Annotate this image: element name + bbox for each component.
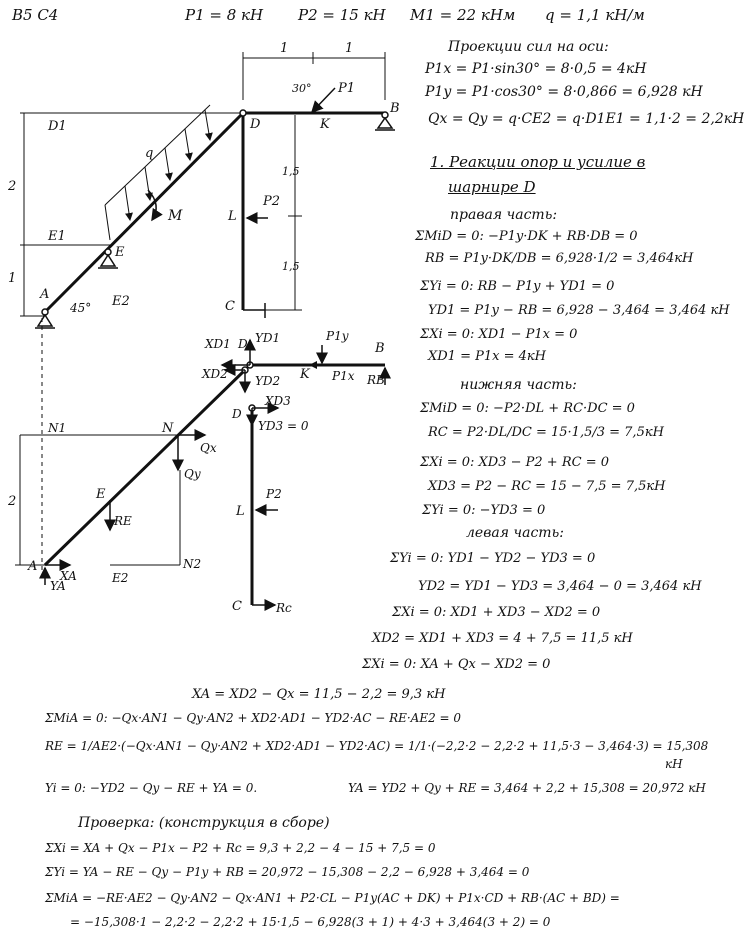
- eq-moment-a: ΣMiA = 0: −Qx·AN1 − Qy·AN2 + XD2·AD1 − YD2·AC − RE·AE2 = 0: [45, 711, 462, 725]
- fbd-dim-2-label: 2: [8, 494, 17, 509]
- eq-sum-y-right: ΣYi = 0: RB − P1y + YD1 = 0: [420, 279, 615, 294]
- variant-label: B5 C4: [12, 6, 59, 24]
- right-part-heading: правая часть:: [450, 207, 558, 223]
- dim-1-lower-left: 1: [8, 271, 17, 286]
- point-d1-label: D1: [48, 119, 67, 134]
- eq-xd2: XD2 = XD1 + XD3 = 4 + 7,5 = 11,5 кН: [372, 631, 633, 646]
- given-p2: P2 = 15 кН: [298, 6, 386, 24]
- fbd-n1-label: N1: [48, 421, 67, 435]
- fbd-n2-label: N2: [183, 557, 202, 571]
- fbd-xd3-label: XD3: [265, 394, 291, 408]
- eq-xd3: XD3 = P2 − RC = 15 − 7,5 = 7,5кН: [428, 479, 666, 494]
- fbd-e2-label: E2: [112, 571, 129, 585]
- load-q-label: q: [145, 146, 154, 161]
- fbd-a-label: A: [28, 559, 38, 574]
- fbd-p1y-label: P1y: [326, 329, 349, 343]
- point-k-label: K: [320, 117, 330, 132]
- fbd-b-label: B: [375, 341, 385, 356]
- eq-rb: RB = P1y·DK/DB = 6,928·1/2 = 3,464кН: [425, 251, 694, 266]
- fbd-rc-label: Rc: [276, 601, 292, 615]
- eq-re-unit: кН: [665, 757, 683, 771]
- fbd-d-lower-label: D: [232, 407, 242, 421]
- point-b-label: B: [390, 101, 400, 116]
- fbd-p1x-label: P1x: [332, 369, 355, 383]
- dim-1-right: 1: [345, 41, 354, 56]
- fbd-bar-ad: [45, 370, 245, 565]
- projection-qxqy: Qx = Qy = q·CE2 = q·D1E1 = 1,1·2 = 2,2кН: [428, 111, 744, 127]
- eq-sum-x-right: ΣXi = 0: XD1 − P1x = 0: [420, 327, 578, 342]
- angle-45-label: 45°: [70, 301, 92, 315]
- check-moment-a: ΣMiA = −RE·AE2 − Qy·AN2 − Qx·AN1 + P2·CL − P1y(AC + DK) + P1x·CD + RB·(AC + BD) =: [45, 891, 620, 905]
- dim-2-label: 2: [8, 179, 17, 194]
- left-part-heading: левая часть:: [466, 525, 564, 541]
- given-q: q = 1,1 кН/м: [545, 6, 645, 24]
- check-title: Проверка: (конструкция в сборе): [78, 815, 330, 831]
- eq-ya: YA = YD2 + Qy + RE = 3,464 + 2,2 + 15,308 = 20,972 кН: [348, 781, 706, 795]
- point-e1-label: E1: [48, 229, 66, 244]
- check-moment-a-values: = −15,308·1 − 2,2·2 − 2,2·2 + 15·1,5 − 6,928(3 + 1) + 4·3 + 3,464(3 + 2) = 0: [70, 915, 551, 929]
- check-sum-x: ΣXi = XA + Qx − P1x − P2 + Rc = 9,3 + 2,2 − 4 − 15 + 7,5 = 0: [45, 841, 436, 855]
- eq-re: RE = 1/AE2·(−Qx·AN1 − Qy·AN2 + XD2·AD1 − YD2·AC) = 1/1·(−2,2·2 − 2,2·2 + 11,5·3 − 3,464·3) = 15,308: [45, 739, 709, 753]
- eq-yd2: YD2 = YD1 − YD3 = 3,464 − 0 = 3,464 кН: [418, 579, 702, 594]
- fbd-yd1-label: YD1: [255, 331, 281, 345]
- fbd-xa-label: XA: [60, 569, 77, 583]
- fbd-rb-label: RB: [367, 373, 385, 387]
- force-p2-label: P2: [263, 194, 281, 209]
- dim-15-upper: 1,5: [282, 165, 300, 178]
- fbd-ya-label: YA: [50, 579, 66, 593]
- force-p1-label: P1: [338, 81, 356, 96]
- point-d-label: D: [250, 117, 261, 132]
- eq-sum-x-left: ΣXi = 0: XD1 + XD3 − XD2 = 0: [392, 605, 601, 620]
- fbd-xd2-label: XD2: [202, 367, 228, 381]
- fbd-qx-label: Qx: [200, 441, 217, 455]
- point-a-label: A: [40, 287, 50, 302]
- fbd-p2-label: P2: [266, 487, 282, 501]
- given-p1: P1 = 8 кН: [185, 6, 264, 24]
- eq-sum-y-lower: ΣYi = 0: −YD3 = 0: [422, 503, 546, 518]
- eq-sum-x-a: ΣXi = 0: XA + Qx − XD2 = 0: [362, 657, 551, 672]
- eq-moment-d-lower: ΣMiD = 0: −P2·DL + RC·DC = 0: [420, 401, 635, 416]
- check-sum-y: ΣYi = YA − RE − Qy − P1y + RB = 20,972 − 15,308 − 2,2 − 6,928 + 3,464 = 0: [45, 865, 530, 879]
- fbd-n-label: N: [162, 421, 174, 436]
- eq-moment-d-right: ΣMiD = 0: −P1y·DK + RB·DB = 0: [415, 229, 638, 244]
- point-c-label: C: [225, 299, 235, 314]
- eq-xd1: XD1 = P1x = 4кН: [428, 349, 546, 364]
- eq-sum-y-left: ΣYi = 0: YD1 − YD2 − YD3 = 0: [390, 551, 596, 566]
- fbd-qy-label: Qy: [184, 467, 201, 481]
- projections-title: Проекции сил на оси:: [448, 39, 609, 55]
- lower-part-heading: нижняя часть:: [460, 377, 577, 393]
- point-l-label: L: [228, 209, 237, 224]
- eq-sum-x-lower: ΣXi = 0: XD3 − P2 + RC = 0: [420, 455, 609, 470]
- section1-title-1: 1. Реакции опор и усилие в: [430, 153, 646, 171]
- fbd-e-label: E: [96, 487, 106, 502]
- eq-xa: XA = XD2 − Qx = 11,5 − 2,2 = 9,3 кН: [192, 687, 446, 702]
- point-e-label: E: [115, 245, 125, 260]
- eq-sum-y-a: Yi = 0: −YD2 − Qy − RE + YA = 0.: [45, 781, 258, 795]
- fbd-xd1-label: XD1: [205, 337, 231, 351]
- fbd-c-label: C: [232, 599, 242, 614]
- fbd-l-label: L: [236, 504, 245, 519]
- point-e2-label: E2: [112, 294, 130, 309]
- eq-rc: RC = P2·DL/DC = 15·1,5/3 = 7,5кН: [428, 425, 664, 440]
- fbd-re-label: RE: [114, 514, 132, 528]
- dim-15-lower: 1,5: [282, 260, 300, 273]
- eq-yd1: YD1 = P1y − RB = 6,928 − 3,464 = 3,464 кН: [428, 303, 730, 318]
- fbd-yd3-label: YD3 = 0: [258, 419, 309, 433]
- projection-p1y: P1y = P1·cos30° = 8·0,866 = 6,928 кН: [425, 84, 703, 100]
- moment-m-label: M: [168, 208, 183, 224]
- angle-30-label: 30°: [292, 82, 312, 95]
- dim-1-left: 1: [280, 41, 289, 56]
- given-m1: M1 = 22 кНм: [410, 6, 516, 24]
- fbd-k-label: K: [300, 367, 310, 382]
- fbd-yd2-label: YD2: [255, 374, 281, 388]
- section1-title-2: шарнире D: [448, 178, 536, 196]
- fbd-d-upper-label: D: [238, 337, 248, 351]
- projection-p1x: P1x = P1·sin30° = 8·0,5 = 4кН: [425, 61, 647, 77]
